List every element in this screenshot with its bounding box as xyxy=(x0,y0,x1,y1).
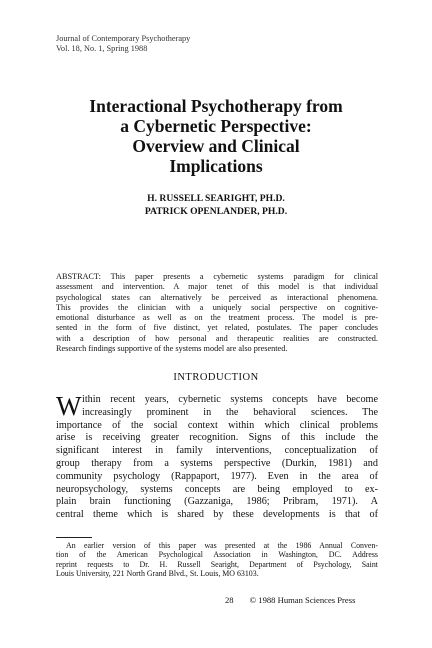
title-line: Implications xyxy=(169,156,263,176)
author-name: H. RUSSELL SEARIGHT, PH.D. xyxy=(147,193,285,204)
abstract-line: emotional disturbance as well as on the treatment process. The model is pre- xyxy=(56,313,378,323)
footnote-line: tion of the American Psychological Association in Washington, DC. Address xyxy=(56,550,378,560)
abstract-line: psychological states can alternatively be perceived as interactional phenomena. xyxy=(56,292,378,302)
article-title xyxy=(40,96,392,176)
footnote-line: An earlier version of this paper was presented at the 1986 Annual Conven- xyxy=(66,541,378,550)
page-footer xyxy=(225,595,385,605)
author-list xyxy=(40,193,392,218)
body-line: central theme which is shared by these developments is that of xyxy=(56,509,378,521)
section-heading: INTRODUCTION xyxy=(173,372,259,383)
journal-header xyxy=(56,34,190,54)
footnote-line: reprint requests to Dr. H. Russell Searight, Department of Psychology, Saint xyxy=(56,559,378,569)
page-number: 28 xyxy=(225,595,234,605)
abstract-line: This provides the clinician with a uniquely social perspective on cognitive- xyxy=(56,302,378,312)
body-line: significant interest in family interventions, conceptualization of xyxy=(56,445,378,457)
drop-cap: W xyxy=(56,391,82,421)
abstract-line: Research findings supportive of the systems model are also presented. xyxy=(56,344,288,354)
journal-name: Journal of Contemporary Psychotherapy xyxy=(56,34,191,43)
author-name: PATRICK OPENLANDER, PH.D. xyxy=(144,205,288,217)
footnote-rule xyxy=(56,537,92,538)
copyright-notice: © 1988 Human Sciences Press xyxy=(249,595,356,605)
abstract-line: with a description of how personal and therapeutic realities are constructed. xyxy=(56,333,378,343)
footnote xyxy=(56,541,378,579)
title-line: a Cybernetic Perspective: xyxy=(120,116,312,136)
body-line: ithin recent years, cybernetic systems concepts have become xyxy=(82,394,378,405)
body-line: arise is receiving greater recognition. Signs of this include the xyxy=(56,432,378,444)
body-line: community psychology (Rappaport, 1977). Even in the area of xyxy=(56,470,378,482)
journal-volume: Vol. 18, No. 1, Spring 1988 xyxy=(56,44,148,53)
title-line: Overview and Clinical xyxy=(132,136,300,156)
body-line: importance of the social context within which clinical problems xyxy=(56,419,378,431)
abstract-line: assessment and intervention. A major tenet of this model is that individual xyxy=(56,282,378,292)
body-line: group therapy from a systems perspective (Durkin, 1981) and xyxy=(56,457,378,469)
footnote-line: Louis University, 221 North Grand Blvd., St. Louis, MO 63103. xyxy=(56,569,259,579)
body-text xyxy=(56,391,378,522)
body-line: increasingly prominent in the behavioral sciences. The xyxy=(82,406,378,418)
abstract-line: sented in the form of five distinct, yet related, postulates. The paper concludes xyxy=(56,323,378,333)
body-line: plain brain functioning (Gazzaniga, 1986; Pribram, 1971). A xyxy=(56,496,378,508)
abstract xyxy=(56,272,378,354)
body-line: neuropsychology, systems concepts are being employed to ex- xyxy=(56,483,378,495)
abstract-line: ABSTRACT: This paper presents a cybernetic systems paradigm for clinical xyxy=(56,272,378,281)
title-line: Interactional Psychotherapy from xyxy=(89,96,343,116)
